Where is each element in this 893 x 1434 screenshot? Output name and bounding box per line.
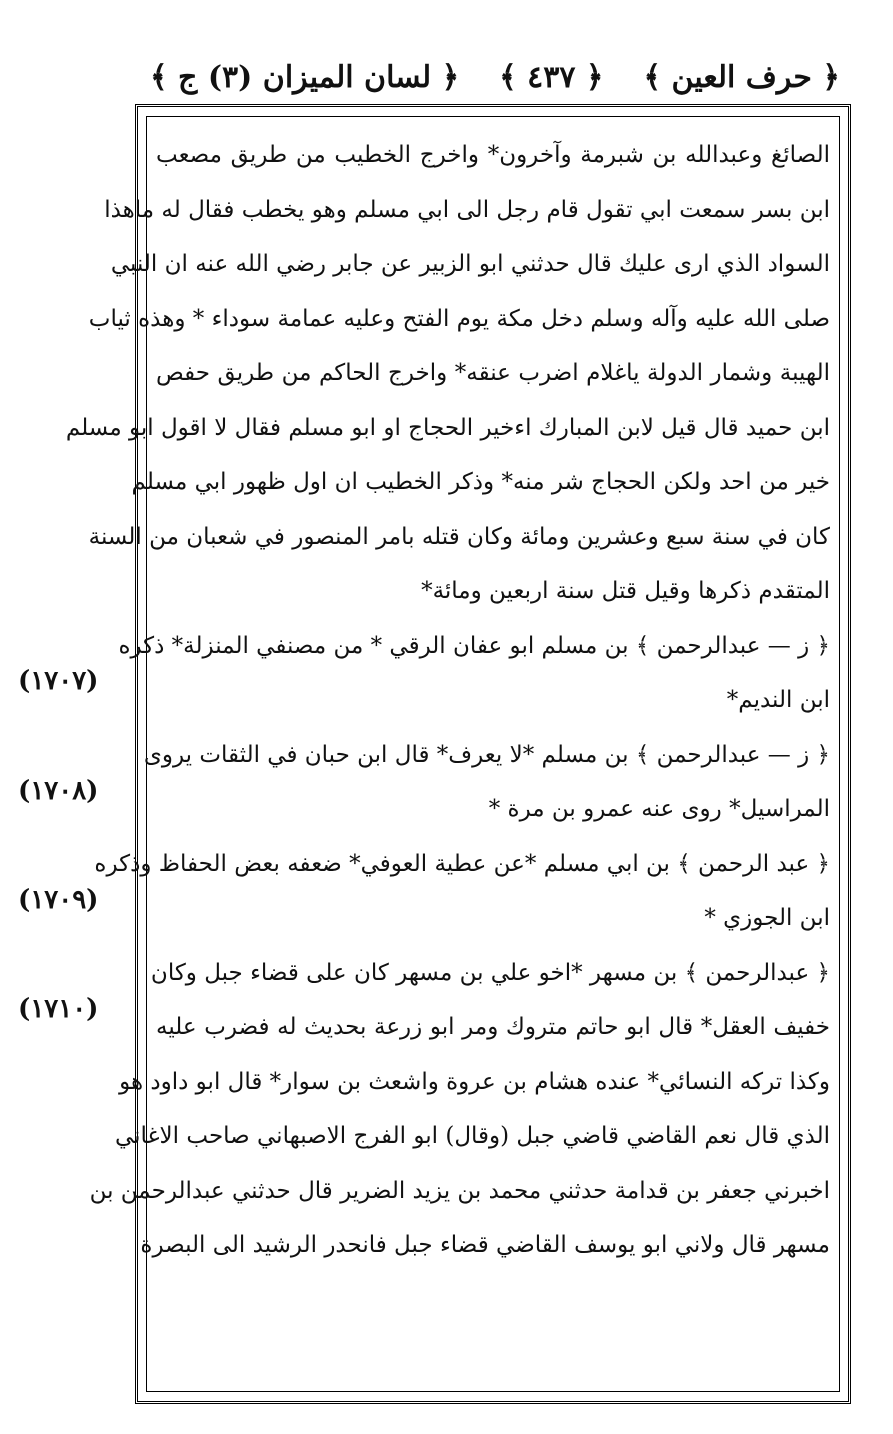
chapter-title: ﴿ حرف العين ﴾ [643, 59, 840, 95]
entry-number-1710: (١٧١٠) [18, 994, 99, 1024]
text-line: خفيف العقل* قال ابو حاتم متروك ومر ابو زرعة بحديث له فضرب عليه [156, 1014, 830, 1040]
text-line: الهيبة وشمار الدولة ياغلام اضرب عنقه* واخرج الحاكم من طريق حفص [156, 360, 830, 386]
text-line: اخبرني جعفر بن قدامة حدثني محمد بن يزيد الضرير قال حدثني عبدالرحمن بن [89, 1177, 830, 1204]
text-line: المراسيل* روى عنه عمرو بن مرة * [488, 796, 830, 822]
entry-1710-line: ﴿ عبدالرحمن ﴾ بن مسهر *اخو علي بن مسهر كان على قضاء جبل وكان [150, 959, 830, 986]
text-line: مسهر قال ولاني ابو يوسف القاضي قضاء جبل فانحدر الرشيد الى البصرة [140, 1232, 830, 1258]
text-line: ابن بسر سمعت ابي تقول قام رجل الى ابي مسلم وهو يخطب فقال له ماهذا [104, 196, 830, 223]
text-line: الصائغ وعبدالله بن شبرمة وآخرون* واخرج الخطيب من طريق مصعب [156, 142, 830, 168]
text-line: كان في سنة سبع وعشرين ومائة وكان قتله بامر المنصور في شعبان من السنة [88, 523, 830, 550]
page-number: ﴿ ٤٣٧ ﴾ [499, 59, 604, 95]
text-line: السواد الذي ارى عليك قال حدثني ابو الزبير عن جابر رضي الله عنه ان النبي [110, 251, 830, 277]
entry-number-1707: (١٧٠٧) [18, 666, 99, 696]
text-line: ابن الجوزي * [704, 905, 830, 931]
entry-1709-line: ﴿ عبد الرحمن ﴾ بن ابي مسلم *عن عطية العوفي* ضعفه بعض الحفاظ وذكره [94, 850, 830, 877]
text-line: ابن النديم* [726, 687, 830, 713]
text-line: صلى الله عليه وآله وسلم دخل مكة يوم الفتح وعليه عمامة سوداء * وهذه ثياب [88, 305, 830, 332]
entry-number-1708: (١٧٠٨) [18, 776, 99, 806]
book-title: ﴿ لسان الميزان (٣) ج ﴾ [150, 59, 460, 95]
text-line: وكذا تركه النسائي* عنده هشام بن عروة واشعث بن سوار* قال ابو داود هو [119, 1068, 830, 1095]
text-line: المتقدم ذكرها وقيل قتل سنة اربعين ومائة* [421, 578, 830, 604]
entry-1708-line: ﴿ ز — عبدالرحمن ﴾ بن مسلم *لا يعرف* قال ابن حبان في الثقات يروى [143, 741, 830, 768]
entry-number-1709: (١٧٠٩) [18, 885, 99, 915]
text-line: خير من احد ولكن الحجاج شر منه* وذكر الخطيب ان اول ظهور ابي مسلم [131, 469, 830, 495]
body-text [65, 128, 830, 1273]
page-header [150, 52, 840, 102]
text-line: ابن حميد قال قيل لابن المبارك اءخير الحجاج او ابو مسلم فقال لا اقول ابو مسلم [65, 414, 830, 441]
text-line: الذي قال نعم القاضي قاضي جبل (وقال) ابو الفرج الاصبهاني صاحب الاغاني [114, 1123, 830, 1149]
entry-1707-line: ﴿ ز — عبدالرحمن ﴾ بن مسلم ابو عفان الرقي * من مصنفي المنزلة* ذكره [118, 632, 830, 659]
